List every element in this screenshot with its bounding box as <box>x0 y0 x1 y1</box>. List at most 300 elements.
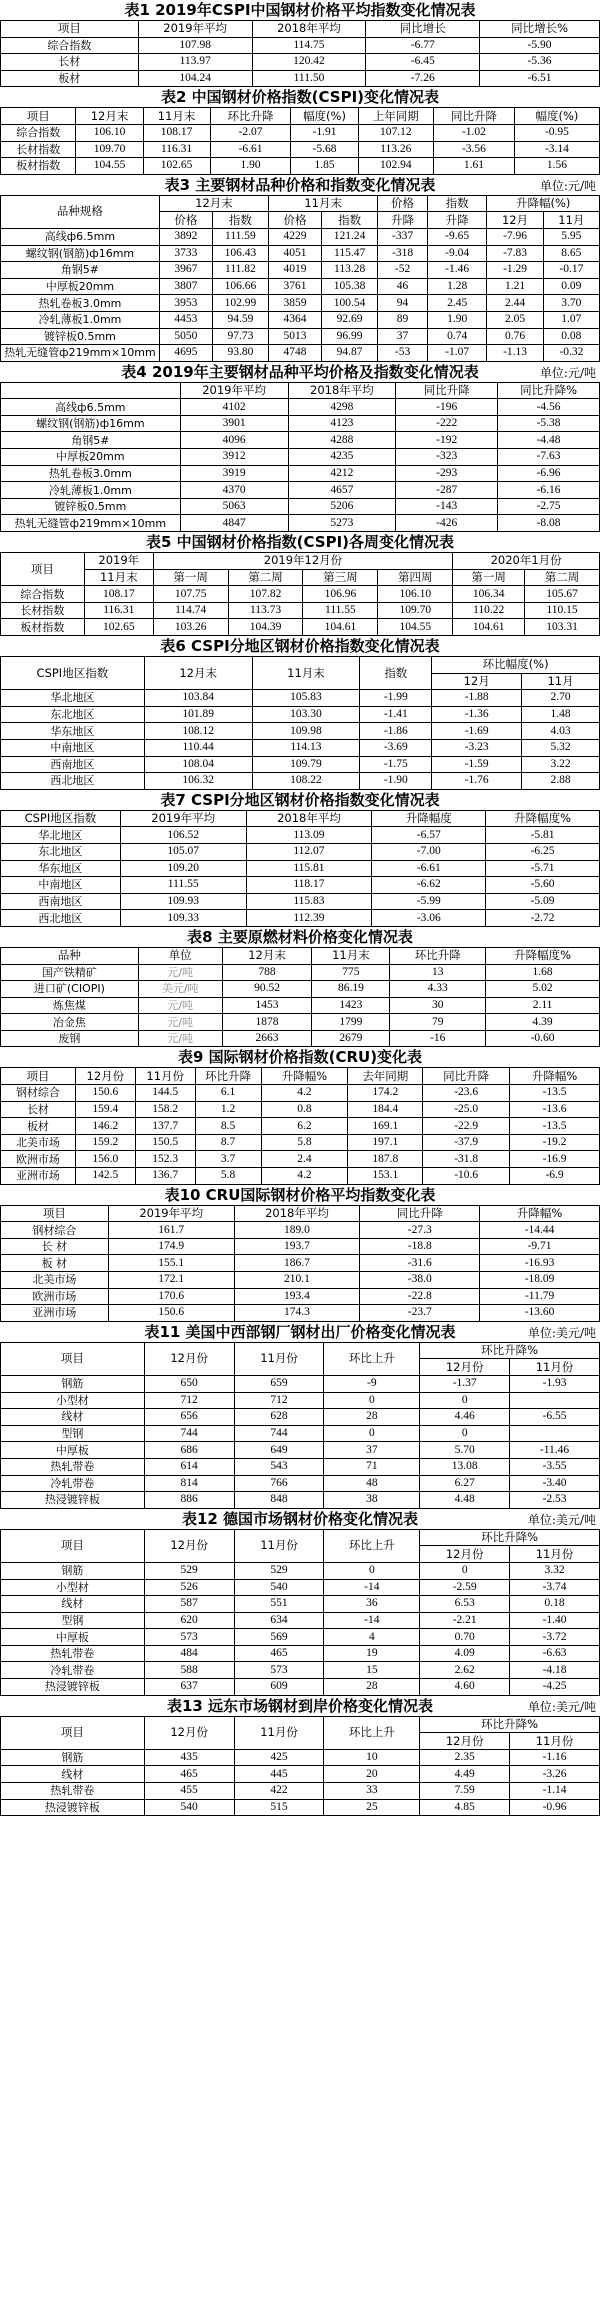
table-cell: 89 <box>378 311 428 328</box>
table-cell: 13.08 <box>420 1458 510 1475</box>
table-cell: 5273 <box>288 515 396 532</box>
table-cell: 2.05 <box>487 311 543 328</box>
table-section-7 <box>0 790 600 927</box>
table-cell: 144.5 <box>135 1085 195 1102</box>
table-row <box>1 1288 600 1305</box>
table-cell: -3.23 <box>432 739 522 756</box>
table-row <box>1 1562 600 1579</box>
table-cell: 422 <box>234 1783 324 1800</box>
table-cell: 1.85 <box>291 158 358 175</box>
table-cell: 4298 <box>288 399 396 416</box>
table-cell: 4019 <box>269 262 322 279</box>
table-cell: -2.07 <box>210 124 291 141</box>
row-label: 西南地区 <box>1 893 121 910</box>
column-header: 12月份 <box>144 1342 234 1375</box>
table-cell: -23.7 <box>360 1305 480 1322</box>
table-cell: 106.34 <box>453 586 525 603</box>
table-cell: 0.08 <box>543 328 599 345</box>
table-cell: 33 <box>324 1783 420 1800</box>
table-cell: 2.11 <box>486 997 600 1014</box>
table-title <box>0 1509 600 1529</box>
table-cell: 5063 <box>180 498 288 515</box>
table-cell: 848 <box>234 1492 324 1509</box>
table-cell: 788 <box>222 964 312 981</box>
row-label: 钢材综合 <box>1 1222 109 1239</box>
table-cell: -0.17 <box>543 262 599 279</box>
table-title-text: 表2 中国钢材价格指数(CSPI)变化情况表 <box>160 88 440 107</box>
row-label: 西北地区 <box>1 910 121 927</box>
table-cell: 109.70 <box>76 141 143 158</box>
table-cell: 3892 <box>159 228 212 245</box>
column-header: 升降幅% <box>480 1205 600 1222</box>
table-cell: -6.9 <box>510 1168 600 1185</box>
table-cell: 1799 <box>312 1014 390 1031</box>
column-header: 11月 <box>522 673 600 690</box>
table-cell: 1.68 <box>486 964 600 981</box>
table-cell: 5.02 <box>486 981 600 998</box>
table-title <box>0 1322 600 1342</box>
table-cell: -3.40 <box>510 1475 600 1492</box>
column-header: 指数 <box>427 195 487 212</box>
table-cell: 106.96 <box>303 586 378 603</box>
table-cell: 540 <box>144 1799 234 1816</box>
column-header: 升降幅度% <box>486 810 600 827</box>
table-unit: 单位:美元/吨 <box>527 1325 596 1340</box>
table-cell: 150.6 <box>75 1085 135 1102</box>
table-cell: 526 <box>144 1579 234 1596</box>
column-header: 12月 <box>432 673 522 690</box>
table-cell: 649 <box>234 1442 324 1459</box>
column-header: 环比上升 <box>324 1716 420 1749</box>
table-cell: 136.7 <box>135 1168 195 1185</box>
column-header: 升降 <box>378 212 428 229</box>
table-section-4 <box>0 362 600 532</box>
table-cell: 4096 <box>180 432 288 449</box>
table-row <box>1 843 600 860</box>
table-cell: 106.43 <box>212 245 268 262</box>
table-title-text: 表13 远东市场钢材到岸价格变化情况表 <box>166 1696 434 1715</box>
table-cell: 109.98 <box>252 723 360 740</box>
column-header: 环比升降% <box>420 1529 600 1546</box>
table-cell: 814 <box>144 1475 234 1492</box>
row-label: 型钢 <box>1 1425 145 1442</box>
table-cell: 4.85 <box>420 1799 510 1816</box>
table-row <box>1 1222 600 1239</box>
table-cell: 108.04 <box>144 756 252 773</box>
table-cell: 113.09 <box>246 827 372 844</box>
table-title <box>0 1047 600 1067</box>
table-cell: 79 <box>390 1014 486 1031</box>
row-label: 亚洲市场 <box>1 1168 76 1185</box>
table-cell: 161.7 <box>108 1222 234 1239</box>
table-cell: -6.55 <box>510 1409 600 1426</box>
table-cell: 105.67 <box>525 586 600 603</box>
column-header: 12月末 <box>144 657 252 690</box>
table-cell: -11.46 <box>510 1442 600 1459</box>
table-cell: 0 <box>420 1392 510 1409</box>
column-header: 11月份 <box>234 1716 324 1749</box>
table-section-9 <box>0 1047 600 1184</box>
row-label: 综合指数 <box>1 37 139 54</box>
table-cell: -1.40 <box>510 1612 600 1629</box>
table-cell: -5.71 <box>486 860 600 877</box>
table-cell: -6.57 <box>372 827 486 844</box>
table-cell: 46 <box>378 278 428 295</box>
column-header: 12月末 <box>222 947 312 964</box>
table-cell: -1.99 <box>360 690 432 707</box>
row-label: 中厚板20mm <box>1 449 181 466</box>
table-cell: -3.56 <box>434 141 515 158</box>
column-header: 同比增长 <box>366 21 480 38</box>
row-label: 板材指数 <box>1 158 76 175</box>
table-cell: 4229 <box>269 228 322 245</box>
row-label: 冷轧薄板1.0mm <box>1 311 160 328</box>
table-cell: -6.45 <box>366 54 480 71</box>
table-cell: 174.3 <box>234 1305 360 1322</box>
column-header: 11月 <box>543 212 599 229</box>
table-cell: -426 <box>396 515 498 532</box>
table-cell: 588 <box>144 1662 234 1679</box>
table-cell: 1423 <box>312 997 390 1014</box>
table-cell: 744 <box>234 1425 324 1442</box>
table-cell: -52 <box>378 262 428 279</box>
table-cell: -9.04 <box>427 245 487 262</box>
table-cell: 4212 <box>288 465 396 482</box>
table-cell: 105.38 <box>321 278 377 295</box>
row-label: 欧洲市场 <box>1 1151 76 1168</box>
row-label: 高线ф6.5mm <box>1 228 160 245</box>
table-cell: 106.10 <box>378 586 453 603</box>
table-cell: 4051 <box>269 245 322 262</box>
table-cell: -16 <box>390 1030 486 1047</box>
row-label: 型钢 <box>1 1612 145 1629</box>
table-row <box>1 773 600 790</box>
table-cell: -18.09 <box>480 1272 600 1289</box>
row-label: 华北地区 <box>1 690 145 707</box>
table-cell: -1.93 <box>510 1375 600 1392</box>
table-title <box>0 175 600 195</box>
table-cell: 106.10 <box>76 124 143 141</box>
table-cell: 4.60 <box>420 1679 510 1696</box>
table-section-3 <box>0 175 600 362</box>
column-header: 项目 <box>1 1342 145 1375</box>
table-cell: -7.63 <box>498 449 600 466</box>
row-label: 长材指数 <box>1 602 85 619</box>
header-row <box>1 195 600 212</box>
table-cell: -3.14 <box>514 141 599 158</box>
column-header: 第二周 <box>228 569 303 586</box>
table-cell: 573 <box>234 1662 324 1679</box>
table-unit: 单位:元/吨 <box>539 365 596 380</box>
table-row <box>1 1392 600 1409</box>
table-cell: -5.99 <box>372 893 486 910</box>
table-cell: 102.99 <box>212 295 268 312</box>
row-label: 钢筋 <box>1 1749 145 1766</box>
header-row <box>1 810 600 827</box>
column-header: 同比升降 <box>360 1205 480 1222</box>
table-row <box>1 964 600 981</box>
table-row <box>1 1579 600 1596</box>
table-cell: -19.2 <box>510 1134 600 1151</box>
table-cell: 1.90 <box>210 158 291 175</box>
table-cell: 620 <box>144 1612 234 1629</box>
row-label: 综合指数 <box>1 586 85 603</box>
table-cell: -10.6 <box>423 1168 510 1185</box>
row-label: 热轧无缝管ф219mm×10mm <box>1 345 160 362</box>
row-label: 华东地区 <box>1 723 145 740</box>
row-label: 华东地区 <box>1 860 121 877</box>
table-row <box>1 690 600 707</box>
table-row <box>1 124 600 141</box>
table-cell: -6.51 <box>480 70 600 87</box>
table-row <box>1 262 600 279</box>
table-row <box>1 345 600 362</box>
column-header: 品种规格 <box>1 195 160 228</box>
table-cell: -2.21 <box>420 1612 510 1629</box>
table-cell: 569 <box>234 1629 324 1646</box>
table-cell: -7.26 <box>366 70 480 87</box>
table-cell: -293 <box>396 465 498 482</box>
table-cell: 193.4 <box>234 1288 360 1305</box>
table-cell: 100.54 <box>321 295 377 312</box>
table-cell: 13 <box>390 964 486 981</box>
table-cell: 465 <box>234 1645 324 1662</box>
table-cell: 102.94 <box>358 158 433 175</box>
table-cell: -16.9 <box>510 1151 600 1168</box>
data-table <box>0 552 600 636</box>
table-cell: 71 <box>324 1458 420 1475</box>
table-cell: 3.7 <box>195 1151 261 1168</box>
table-cell: 93.80 <box>212 345 268 362</box>
row-label: 中南地区 <box>1 739 145 756</box>
column-header: 11月末 <box>252 657 360 690</box>
table-cell: 104.55 <box>76 158 143 175</box>
table-cell: 465 <box>144 1766 234 1783</box>
table-cell: 0 <box>420 1562 510 1579</box>
table-cell: 4123 <box>288 415 396 432</box>
column-header: 11月份 <box>510 1359 600 1376</box>
table-cell: 120.42 <box>252 54 366 71</box>
row-label: 长材 <box>1 54 139 71</box>
table-cell: 150.6 <box>108 1305 234 1322</box>
table-cell: 112.39 <box>246 910 372 927</box>
table-cell: 104.24 <box>138 70 252 87</box>
table-cell: 4.39 <box>486 1014 600 1031</box>
row-label: 板 材 <box>1 1255 109 1272</box>
table-row <box>1 1425 600 1442</box>
table-cell: 3807 <box>159 278 212 295</box>
table-cell: -1.29 <box>487 262 543 279</box>
table-cell: -7.00 <box>372 843 486 860</box>
table-cell: 744 <box>144 1425 234 1442</box>
column-header: 12月份 <box>420 1733 510 1750</box>
column-header: 项目 <box>1 21 139 38</box>
table-row <box>1 1305 600 1322</box>
column-header: 11月份 <box>510 1733 600 1750</box>
table-cell: 573 <box>144 1629 234 1646</box>
table-row <box>1 1375 600 1392</box>
table-row <box>1 328 600 345</box>
column-header: 2019年平均 <box>138 21 252 38</box>
table-cell: 637 <box>144 1679 234 1696</box>
table-row <box>1 827 600 844</box>
table-cell: -2.75 <box>498 498 600 515</box>
column-header: 升降 <box>427 212 487 229</box>
table-cell: 152.3 <box>135 1151 195 1168</box>
table-cell: -5.81 <box>486 827 600 844</box>
column-header: 第三周 <box>303 569 378 586</box>
table-cell: 186.7 <box>234 1255 360 1272</box>
table-cell: 4.33 <box>390 981 486 998</box>
row-label: 长 材 <box>1 1238 109 1255</box>
table-cell: -14 <box>324 1579 420 1596</box>
column-header: 11月末 <box>312 947 390 964</box>
table-cell: 455 <box>144 1783 234 1800</box>
table-cell: 1.90 <box>427 311 487 328</box>
table-cell: 2.35 <box>420 1749 510 1766</box>
table-title <box>0 362 600 382</box>
table-cell: 111.55 <box>120 877 246 894</box>
table-cell: 0.70 <box>420 1629 510 1646</box>
row-label: 东北地区 <box>1 843 121 860</box>
column-header: 2019年平均 <box>108 1205 234 1222</box>
table-cell: 103.30 <box>252 706 360 723</box>
table-cell: -1.16 <box>510 1749 600 1766</box>
row-label: 综合指数 <box>1 124 76 141</box>
header-row <box>1 947 600 964</box>
table-cell: 114.74 <box>153 602 228 619</box>
table-cell: 2.62 <box>420 1662 510 1679</box>
table-cell: 104.55 <box>378 619 453 636</box>
table-section-12 <box>0 1509 600 1696</box>
table-title <box>0 1185 600 1205</box>
table-cell: 110.22 <box>453 602 525 619</box>
table-cell: -37.9 <box>423 1134 510 1151</box>
table-cell: -337 <box>378 228 428 245</box>
header-row <box>1 569 600 586</box>
table-section-1 <box>0 0 600 87</box>
table-cell: -13.5 <box>510 1118 600 1135</box>
row-label: 热轧带卷 <box>1 1783 145 1800</box>
header-row <box>1 1529 600 1546</box>
table-cell: 94 <box>378 295 428 312</box>
column-header: CSPI地区指数 <box>1 657 145 690</box>
table-row <box>1 1151 600 1168</box>
table-cell: -1.46 <box>427 262 487 279</box>
row-label: 线材 <box>1 1596 145 1613</box>
table-cell: 114.75 <box>252 37 366 54</box>
table-cell: 97.73 <box>212 328 268 345</box>
table-cell: 108.17 <box>143 124 210 141</box>
table-row <box>1 278 600 295</box>
table-cell: 107.75 <box>153 586 228 603</box>
column-header: 11月份 <box>234 1529 324 1562</box>
table-cell: 110.15 <box>525 602 600 619</box>
table-cell: 712 <box>234 1392 324 1409</box>
row-label: 螺纹钢(钢筋)ф16mm <box>1 415 181 432</box>
table-title <box>0 0 600 20</box>
table-cell: 3953 <box>159 295 212 312</box>
table-cell: -1.41 <box>360 706 432 723</box>
table-cell: 193.7 <box>234 1238 360 1255</box>
row-label: 亚洲市场 <box>1 1305 109 1322</box>
table-cell: -7.96 <box>487 228 543 245</box>
column-header: 去年同期 <box>348 1068 423 1085</box>
table-cell: 170.6 <box>108 1288 234 1305</box>
table-cell: 174.2 <box>348 1085 423 1102</box>
table-cell: 551 <box>234 1596 324 1613</box>
table-cell: -143 <box>396 498 498 515</box>
column-header: 2020年1月份 <box>453 553 600 570</box>
table-title-text: 表1 2019年CSPI中国钢材价格平均指数变化情况表 <box>124 1 476 19</box>
table-cell: 20 <box>324 1766 420 1783</box>
column-header: 环比上升 <box>324 1529 420 1562</box>
table-cell: 4748 <box>269 345 322 362</box>
table-cell: -6.96 <box>498 465 600 482</box>
table-cell: 109.93 <box>120 893 246 910</box>
column-header: 上年同期 <box>358 108 433 125</box>
column-header: 2019年平均 <box>120 810 246 827</box>
table-cell: 174.9 <box>108 1238 234 1255</box>
column-header: 环比幅度(%) <box>432 657 600 674</box>
table-cell: -1.07 <box>427 345 487 362</box>
table-row <box>1 1255 600 1272</box>
data-table <box>0 1342 600 1509</box>
column-header: 价格 <box>159 212 212 229</box>
table-cell: 159.2 <box>75 1134 135 1151</box>
table-cell: -6.61 <box>372 860 486 877</box>
table-cell: -38.0 <box>360 1272 480 1289</box>
table-cell: 108.17 <box>84 586 153 603</box>
table-row <box>1 1783 600 1800</box>
table-title <box>0 927 600 947</box>
table-cell: 1.56 <box>514 158 599 175</box>
table-cell: 4657 <box>288 482 396 499</box>
table-row <box>1 70 600 87</box>
row-label: 国产铁精矿 <box>1 964 139 981</box>
data-table <box>0 1205 600 1322</box>
table-section-11 <box>0 1322 600 1509</box>
row-label: 角钢5# <box>1 432 181 449</box>
row-label: 西北地区 <box>1 773 145 790</box>
table-row <box>1 465 600 482</box>
table-row <box>1 1134 600 1151</box>
table-title-text: 表7 CSPI分地区钢材价格指数变化情况表 <box>160 790 440 809</box>
column-header: 价格 <box>378 195 428 212</box>
table-cell: 5050 <box>159 328 212 345</box>
table-row <box>1 1645 600 1662</box>
table-cell: 107.82 <box>228 586 303 603</box>
data-table <box>0 810 600 927</box>
table-cell: 484 <box>144 1645 234 1662</box>
row-label: 冷轧带卷 <box>1 1475 145 1492</box>
table-cell: 94.59 <box>212 311 268 328</box>
table-unit: 单位:美元/吨 <box>527 1699 596 1714</box>
column-header: 项目 <box>1 1716 145 1749</box>
table-cell: 587 <box>144 1596 234 1613</box>
table-cell: 6.27 <box>420 1475 510 1492</box>
table-cell: 113.26 <box>358 141 433 158</box>
table-cell: -196 <box>396 399 498 416</box>
table-cell: -31.6 <box>360 1255 480 1272</box>
table-cell: 109.33 <box>120 910 246 927</box>
table-title-text: 表10 CRU国际钢材价格平均指数变化表 <box>164 1185 436 1204</box>
table-cell: -22.8 <box>360 1288 480 1305</box>
table-cell: -5.36 <box>480 54 600 71</box>
table-cell: 150.5 <box>135 1134 195 1151</box>
table-cell: -3.74 <box>510 1579 600 1596</box>
table-cell: 104.61 <box>303 619 378 636</box>
